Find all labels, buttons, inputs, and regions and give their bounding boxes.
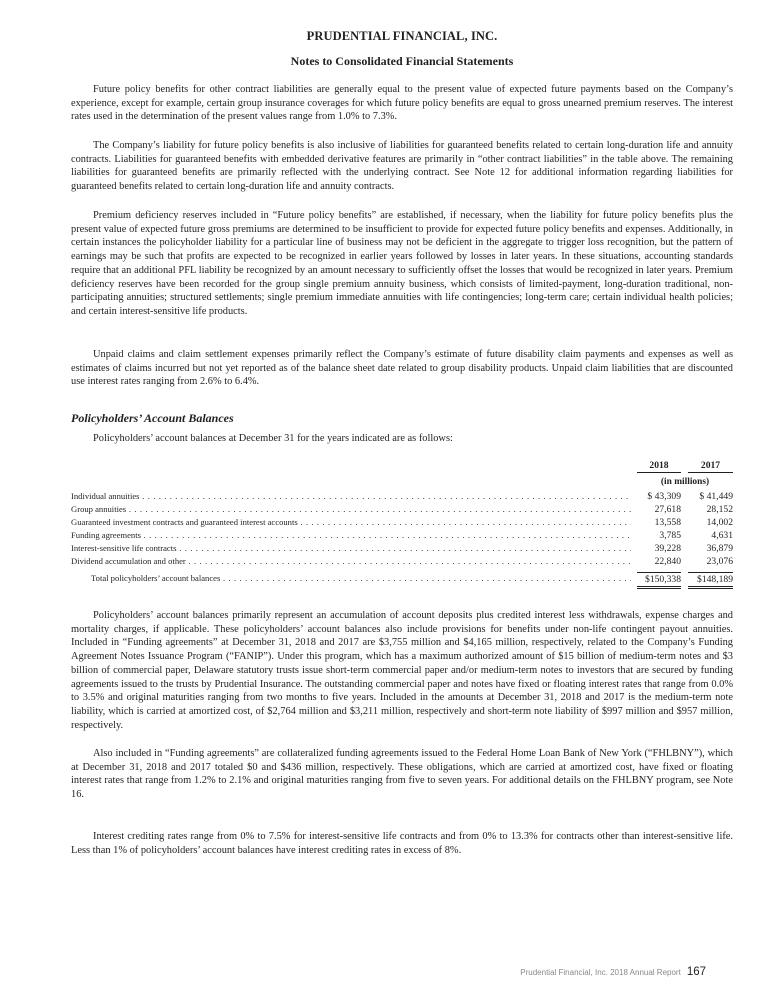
- row-label: Funding agreements . . .: [71, 529, 631, 542]
- value-2018: 27,618: [654, 504, 681, 515]
- value-2017: 36,879: [706, 543, 733, 554]
- page-footer: [520, 966, 706, 978]
- value-2017: 14,002: [706, 517, 733, 528]
- value-2018: 13,558: [654, 517, 681, 528]
- table-row: [71, 490, 733, 503]
- paragraph-premium-deficiency: Premium deficiency reserves included in “Future policy benefits” are established, if necessary, when the liability for future policy benefits plus the present value of expected future gross premiums are determined to be insufficient to provide for expected future policy benefits and expenses. Additionally, in certain instances the policyholder liability for a particular line of business may not be deficient in the aggregate to trigger loss recognition, but the pattern of earnings may be such that profits are expected to be recognized in earlier years followed by losses in later years. In these situations, accounting standards require that an additional PFL liability be recognized by an amount necessary to sufficiently offset the losses that would be recognized in later years. Premium deficiency reserves have been recorded for the group single premium annuity business, which consists of limited-payment, long-duration traditional, non-participating annuities; structured settlements; single premium immediate annuities with life contingencies; long-term care; certain individual health policies; and certain interest-sensitive life products.: [71, 210, 733, 317]
- table-row: [71, 503, 733, 516]
- value-2018: 22,840: [654, 556, 681, 567]
- paragraph-account-balances: Policyholders’ account balances primarily represent an accumulation of account deposits plus credited interest less withdrawals, expense charges and mortality charges, if applicable. These policyholders’ account balances also include provisions for benefits under non-life contingent payout annuities. Included in “Funding agreements” at December 31, 2018 and 2017 are $3,755 million and $4,165 million, respectively, related to the Company’s Funding Agreement Notes Issuance Program (“FANIP”). Under this program, which has a maximum authorized amount of $15 billion of medium-term notes and $3 billion of commercial paper, Delaware statutory trusts issue short-term commercial paper and/or medium-term notes to investors that are secured by funding agreements issued to the trusts by Prudential Insurance. The outstanding commercial paper and notes have fixed or floating interest rates that range from 0.0% to 3.5% and original maturities ranging from two months to five years. Included in the amounts at December 31, 2018 and 2017 is the medium-term note liability, which is carried at amortized cost, of $2,764 million and $3,211 million, respectively and short-term note liability of $997 million and $957 million, respectively.: [71, 610, 733, 731]
- row-label: Individual annuities . . .: [71, 490, 631, 503]
- row-label: Guaranteed investment contracts and guaranteed interest accounts . . .: [71, 516, 631, 529]
- table-row: [71, 555, 733, 568]
- column-header-2018: 2018: [637, 460, 681, 473]
- paragraph-guaranteed-benefits: The Company’s liability for future policy benefits is also inclusive of liabilities for guaranteed benefits related to certain long-duration life and annuity contracts. Liabilities for guaranteed benefits with embedded derivative features are primarily in “other contract liabilities” in the table above. The remaining liabilities for guaranteed benefits are primarily reflected with the underlying contract. See Note 12 for additional information regarding liabilities for guaranteed benefits related to certain long-duration life and annuity contracts.: [71, 140, 733, 193]
- units-label: (in millions): [660, 477, 710, 487]
- value-2018: $ 43,309: [647, 491, 681, 502]
- company-name: PRUDENTIAL FINANCIAL, INC.: [306, 29, 498, 43]
- row-label: Interest-sensitive life contracts . . .: [71, 542, 631, 555]
- paragraph-future-policy-benefits: Future policy benefits for other contract liabilities are generally equal to the present value of expected future payments based on the Company’s experience, except for example, certain group insurance coverages for which future policy benefits are equal to gross unearned premium reserves. The interest rates used in the determination of the present values range from 1.0% to 7.3%.: [71, 84, 733, 123]
- paragraph-fhlbny: Also included in “Funding agreements” are collateralized funding agreements issued to the Federal Home Loan Bank of New York (“FHLBNY”), which at December 31, 2018 and 2017 totaled $0 and $436 million, respectively. These obligations, which are carried at amortized cost, have fixed or floating interest rates that range from 1.2% to 2.1% and original maturities ranging from five to seven years. For additional details on the FHLBNY program, see Note 16.: [71, 748, 733, 801]
- total-2017: $148,189: [688, 572, 733, 589]
- column-header-2017: 2017: [688, 460, 733, 473]
- page-number: 167: [686, 966, 706, 978]
- value-2017: 23,076: [706, 556, 733, 567]
- table-total-row: [71, 572, 733, 585]
- row-label: Group annuities . . .: [71, 503, 631, 516]
- table-row: [71, 542, 733, 555]
- value-2017: $ 41,449: [699, 491, 733, 502]
- row-label: Dividend accumulation and other . . .: [71, 555, 631, 568]
- value-2017: 28,152: [706, 504, 733, 515]
- section-heading: Policyholders’ Account Balances: [71, 411, 234, 425]
- total-2018: $150,338: [637, 572, 681, 589]
- table-row: [71, 529, 733, 542]
- total-label: Total policyholders’ account balances . . .: [71, 572, 631, 585]
- page-title: Notes to Consolidated Financial Statements: [290, 54, 514, 68]
- paragraph-unpaid-claims: Unpaid claims and claim settlement expenses primarily reflect the Company’s estimate of future disability claim payments and expenses as well as estimates of claims incurred but not yet reported as of the balance sheet date related to group disability products. Unpaid claim liabilities that are discounted use interest rates ranging from 2.6% to 6.4%.: [71, 349, 733, 388]
- value-2018: 3,785: [659, 530, 681, 541]
- report-name: Prudential Financial, Inc. 2018 Annual Report: [520, 968, 681, 977]
- paragraph-crediting-rates: Interest crediting rates range from 0% to 7.5% for interest-sensitive life contracts and from 0% to 13.3% for contracts other than interest-sensitive life. Less than 1% of policyholders’ account balances have interest crediting rates in excess of 8%.: [71, 831, 733, 856]
- value-2017: 4,631: [711, 530, 733, 541]
- section-intro: Policyholders’ account balances at December 31 for the years indicated are as follows:: [93, 433, 453, 444]
- table-row: [71, 516, 733, 529]
- value-2018: 39,228: [654, 543, 681, 554]
